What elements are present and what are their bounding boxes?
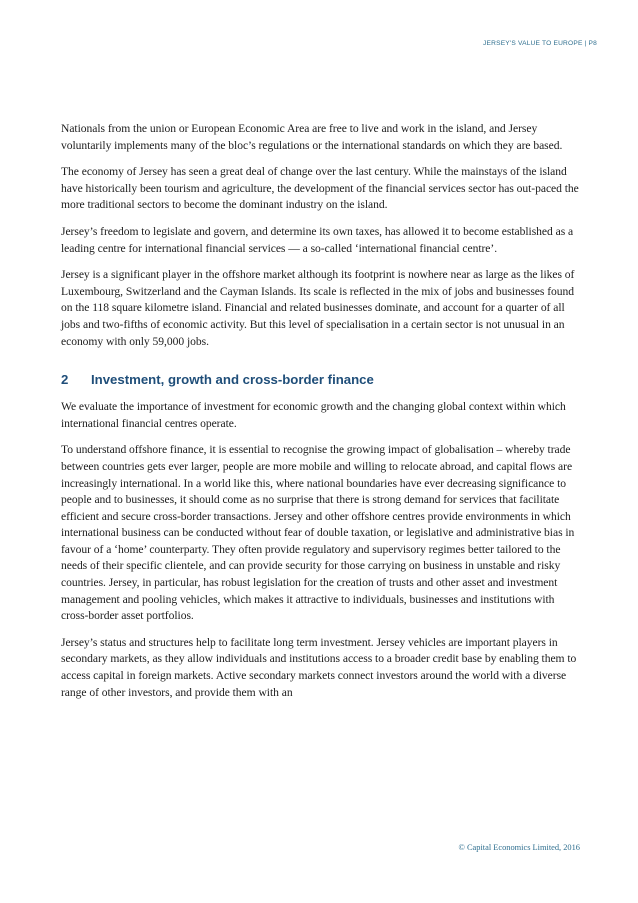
paragraph-eea-nationals: Nationals from the union or European Economic Area are free to live and work in the island, and Jersey voluntarily implements many of the bloc’s regulations or the international standards on which they are based. bbox=[61, 122, 563, 152]
paragraph-economy-change: The economy of Jersey has seen a great deal of change over the last century. While the mainstays of the island have historically been tourism and agriculture, the development of the financial services sector has out-paced the more traditional sectors to become the dominant industry on the island. bbox=[61, 165, 579, 212]
copyright-footer: © Capital Economics Limited, 2016 bbox=[458, 843, 580, 852]
section-number: 2 bbox=[61, 372, 69, 388]
paragraph-long-term-investment: Jersey’s status and structures help to facilitate long term investment. Jersey vehicles are important players in secondary markets, as they allow individuals and institutions access to a broader credit base by enabling them to access capital in foreign markets. Active secondary markets connect investors around the world with a diverse range of other investors, and provide them with an bbox=[61, 635, 577, 699]
paragraph-globalisation: To understand offshore finance, it is essential to recognise the growing impact of globalisation – whereby trade between countries gets ever larger, people are more mobile and willing to relocate abroad, and capital flows are increasingly international. In a world like this, where national boundaries have ever decreasing significance to people and to businesses, it should come as no surprise that there is strong demand for services that facilitate efficient and secure cross-border transactions. Jersey and other offshore centres provide environments in which international business can be conducted without fear of double taxation, or legislative and administrative bias in favour of a ‘home’ counterparty. They often provide regulatory and supervisory regimes better tailored to the needs of their specific clientele, and can provide security for those carrying on business in unstable and risky countries. Jersey, in particular, has robust legislation for the creation of trusts and other asset and investment management and pooling vehicles, which makes it attractive to individuals, businesses and institutions with cross-border asset portfolios. bbox=[61, 443, 575, 623]
paragraph-evaluate-investment: We evaluate the importance of investment for economic growth and the changing global context within which international financial centres operate. bbox=[61, 400, 566, 430]
page-body bbox=[61, 121, 580, 711]
paragraph-offshore-market: Jersey is a significant player in the offshore market although its footprint is nowhere near as large as the likes of Luxembourg, Switzerland and the Cayman Islands. Its scale is reflected in the mix of jobs and businesses found on the 118 square kilometre island. Financial and related businesses dominate, and account for a quarter of all jobs and two-fifths of economic activity. But this level of specialisation in a certain sector is not unusual in an economy with only 59,000 jobs. bbox=[61, 268, 575, 348]
paragraph-freedom-to-legislate: Jersey’s freedom to legislate and govern, and determine its own taxes, has allowed it to become established as a leading centre for international financial services — a so-called ‘international financial centre’. bbox=[61, 224, 574, 255]
running-header: JERSEY'S VALUE TO EUROPE | P8 bbox=[483, 40, 597, 47]
section-heading bbox=[61, 372, 580, 387]
section-title: Investment, growth and cross-border finance bbox=[91, 372, 374, 388]
